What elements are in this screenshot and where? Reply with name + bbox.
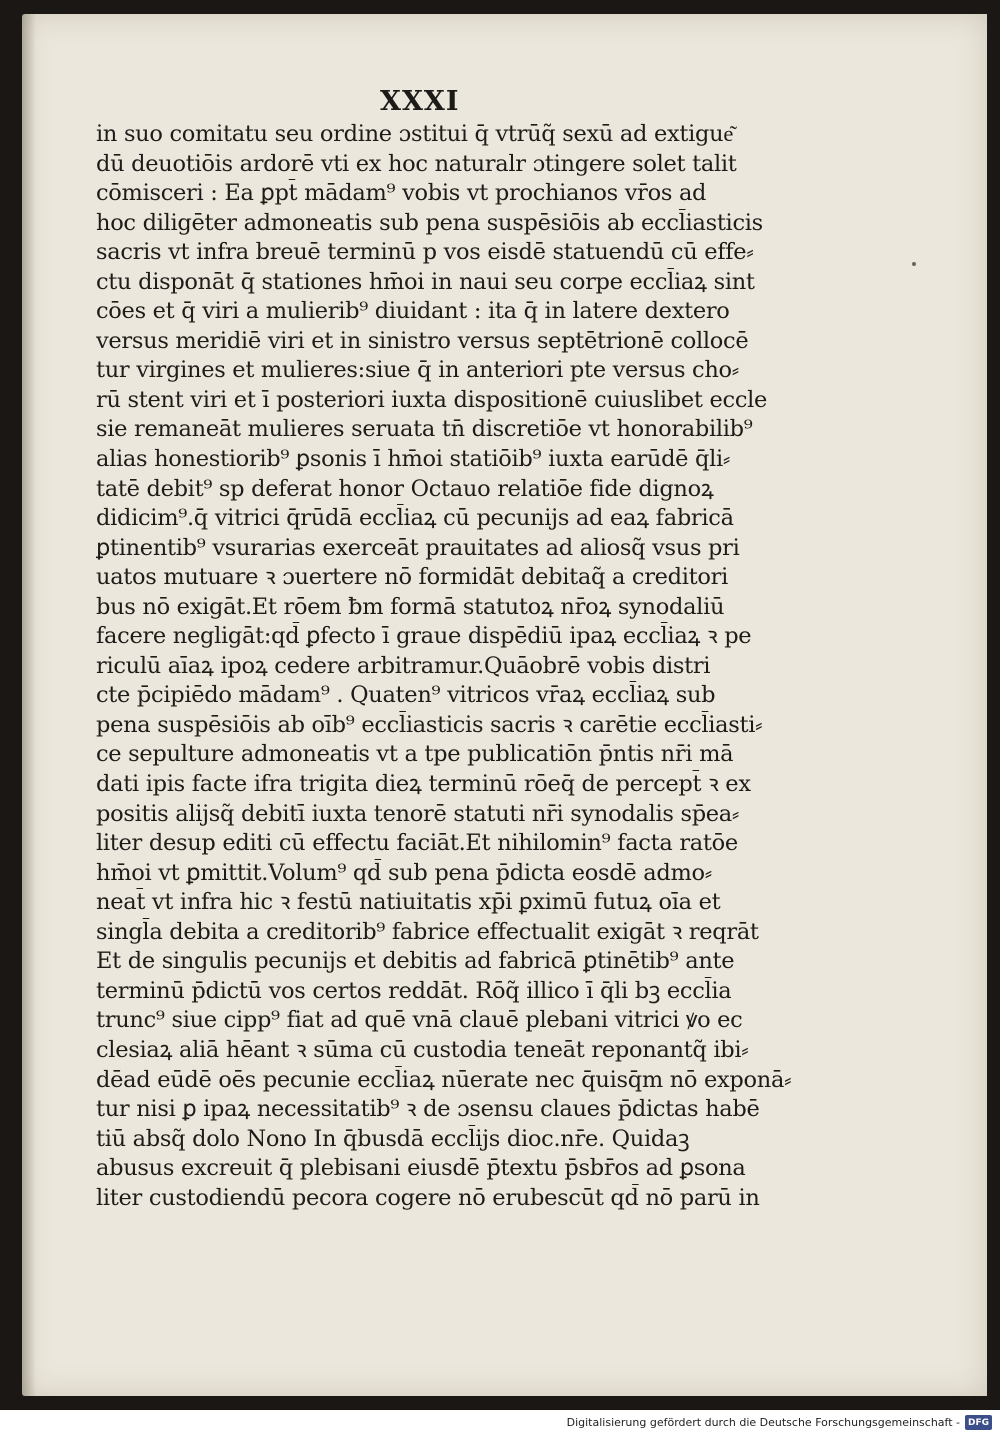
- text-line: tur nisi ꝑ ipaꝝ necessitatib⁹ ꝛ de ɔsensu claues p̄dictas habē: [96, 1096, 760, 1123]
- text-line: pena suspēsiōis ab oīb⁹ eccl̄iasticis sacris ꝛ carētie eccl̄iasti⸗: [96, 711, 763, 738]
- text-line: neat̄ vt infra hic ꝛ festū natiuitatis xp̄i ꝑximū futuꝝ oīa et: [96, 889, 721, 916]
- text-line: tiū absq̃ dolo Nono In q̄busdā eccl̄ijs dioc.nr̄e. Quidaꝫ: [96, 1125, 690, 1152]
- text-line: tatē debit⁹ sp deferat honor Octauo relatiōe fide dignoꝝ: [96, 475, 714, 502]
- text-line: in suo comitatu seu ordine ɔstitui q̄ vtrūq̃ sexū ad extigue͂: [96, 121, 734, 147]
- text-line: ce sepulture admoneatis vt a tpe publicatiōn p̄ntis nr̄i mā: [96, 741, 734, 768]
- paper-speck: [912, 262, 916, 266]
- text-line: positis alijsq̃ debitī iuxta tenorē statuti nr̄i synodalis sp̄ea⸗: [96, 800, 740, 827]
- text-line: dati ipis facte ifra trigita dieꝝ terminū rōeq̄ de percept̄ ꝛ ex: [96, 771, 751, 798]
- text-line: facere negligāt:qd̄ ꝑfecto ī graue dispēdiū ipaꝝ eccl̄iaꝝ ꝛ pe: [96, 623, 752, 650]
- text-line: riculū aīaꝝ ipoꝝ cedere arbitramur.Quāobrē vobis distri: [96, 652, 711, 679]
- dfg-logo-icon: DFG: [965, 1415, 992, 1430]
- folio-number: XXXI: [380, 86, 460, 117]
- text-line: liter desup editi cū effectu faciāt.Et nihilomin⁹ facta ratōe: [96, 830, 738, 857]
- body-text: [96, 120, 796, 1213]
- text-line: hoc diligēter admoneatis sub pena suspēsiōis ab eccl̄iasticis: [96, 209, 763, 236]
- text-line: liter custodiendū pecora cogere nō erubescūt qd̄ nō parū in: [96, 1184, 760, 1211]
- text-line: trunc⁹ siue cipp⁹ fiat ad quē vnā clauē plebani vitrici ꝟo ec: [96, 1007, 743, 1034]
- text-line: Et de singulis pecunijs et debitis ad fabricā ꝑtinētib⁹ ante: [96, 948, 735, 975]
- text-line: hm̄oi vt ꝑmittit.Volum⁹ qd̄ sub pena p̄dicta eosdē admo⸗: [96, 859, 712, 886]
- text-line: terminū p̄dictū vos certos reddāt. Rōq̃ illico ī q̄li bꝫ eccl̄ia: [96, 977, 732, 1004]
- text-line: rū stent viri et ī posteriori iuxta dispositionē cuiuslibet eccle: [96, 386, 768, 413]
- text-line: singl̄a debita a creditorib⁹ fabrice effectualit exigāt ꝛ reqrāt: [96, 918, 759, 945]
- text-line: clesiaꝝ aliā hēant ꝛ sūma cū custodia teneāt reponantq̃ ibi⸗: [96, 1036, 749, 1063]
- text-line: sie remaneāt mulieres seruata tn̄ discretiōe vt honorabilib⁹: [96, 416, 753, 443]
- text-line: ctu disponāt q̄ stationes hm̄oi in naui seu corpe eccl̄iaꝝ sint: [96, 268, 755, 295]
- text-line: uatos mutuare ꝛ ɔuertere nō formidāt debitaq̃ a creditori: [96, 564, 729, 591]
- text-line: cōmisceri : Ea ꝑpt̄ mādam⁹ vobis vt prochianos vr̄os ad: [96, 180, 707, 207]
- text-line: cte p̄cipiēdo mādam⁹ . Quaten⁹ vitricos vr̄aꝝ eccl̄iaꝝ sub: [96, 682, 716, 709]
- text-line: cōes et q̄ viri a mulierib⁹ diuidant : ita q̄ in latere dextero: [96, 298, 730, 325]
- funding-credit: Digitalisierung gefördert durch die Deutsche Forschungsgemeinschaft -: [566, 1416, 960, 1429]
- text-line: dēad eūdē oēs pecunie eccl̄iaꝝ nūerate nec q̄uisq̄m nō exponā⸗: [96, 1066, 792, 1093]
- text-line: ꝑtinentib⁹ vsurarias exerceāt prauitates ad aliosq̃ vsus pri: [96, 534, 740, 561]
- text-line: didicim⁹.q̄ vitrici q̄rūdā eccl̄iaꝝ cū pecunijs ad eaꝝ fabricā: [96, 505, 734, 532]
- text-line: tur virgines et mulieres:siue q̄ in anteriori pte versus cho⸗: [96, 357, 739, 384]
- text-line: alias honestiorib⁹ ꝑsonis ī hm̄oi statiōib⁹ iuxta earūdē q̄li⸗: [96, 446, 731, 473]
- text-line: dū deuotiōis ardorē vti ex hoc naturalr ɔtingere solet talit: [96, 150, 737, 177]
- digitization-footer: [0, 1410, 1000, 1437]
- text-line: abusus excreuit q̄ plebisani eiusdē p̄textu p̄sbr̄os ad ꝑsona: [96, 1155, 746, 1182]
- text-line: versus meridiē viri et in sinistro versus septētrionē collocē: [96, 327, 749, 354]
- text-line: bus nō exigāt.Et rōem ƀm formā statutoꝝ nr̄oꝝ synodaliū: [96, 593, 725, 620]
- page-gutter-shadow: [22, 14, 36, 1396]
- text-line: sacris vt infra breuē terminū p vos eisdē statuendū cū effe⸗: [96, 239, 754, 266]
